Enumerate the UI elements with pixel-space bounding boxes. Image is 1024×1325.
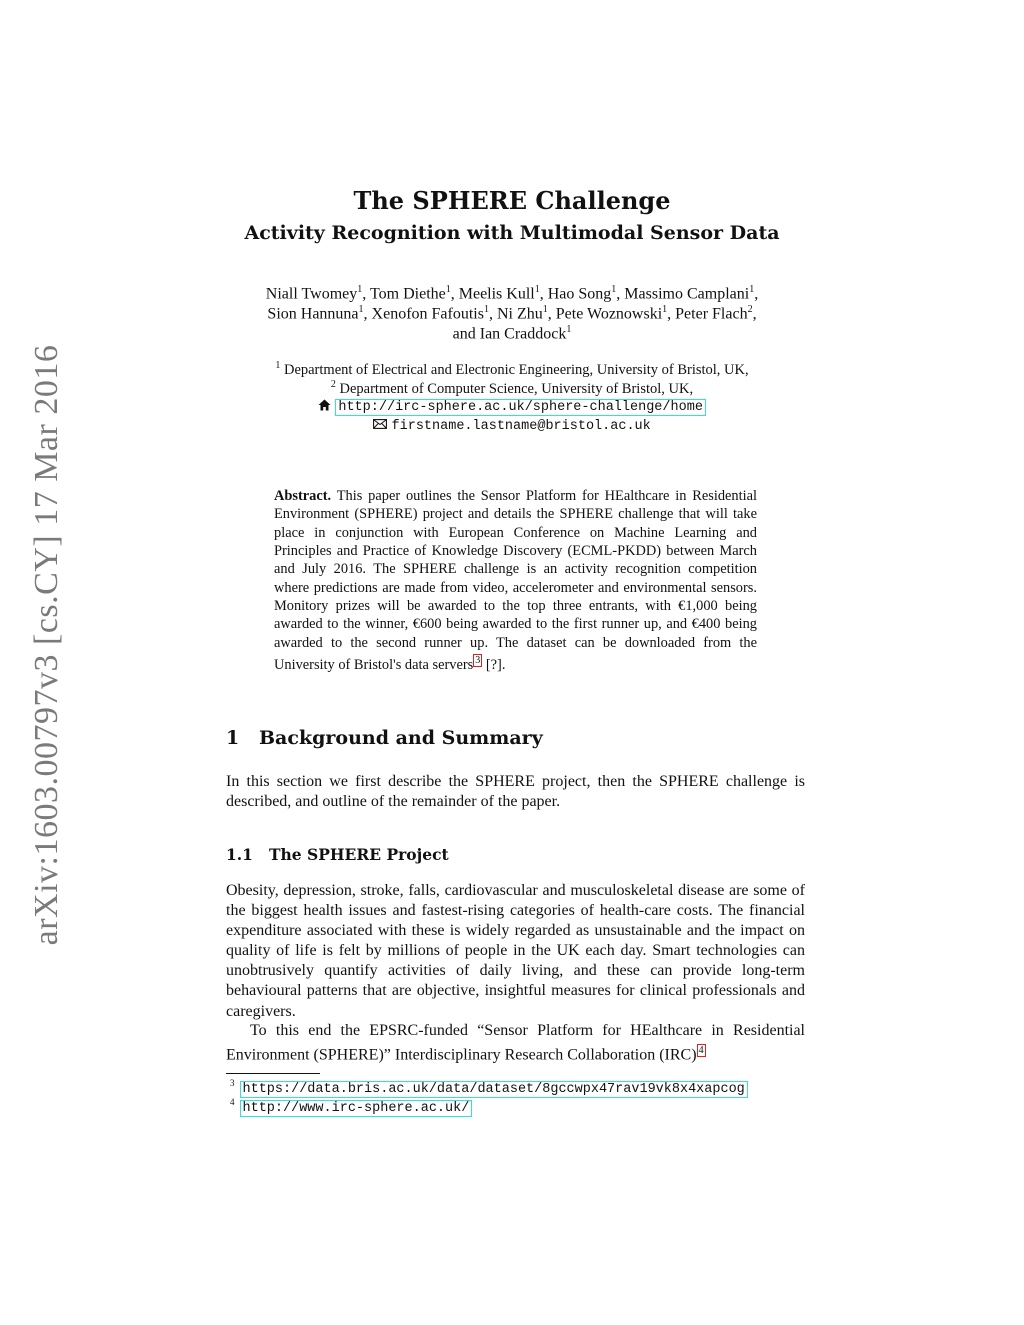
author: Pete Woznowski <box>555 305 663 323</box>
affiliation-mark: 1 <box>534 284 540 295</box>
affiliation-mark: 1 <box>566 324 572 335</box>
paper-title: The SPHERE Challenge <box>353 186 671 215</box>
author: Sion Hannuna <box>267 305 359 323</box>
affiliation-mark: 1 <box>483 304 489 315</box>
abstract-label: Abstract. <box>274 488 332 504</box>
affiliation-mark: 1 <box>542 304 548 315</box>
envelope-icon <box>373 419 387 429</box>
subsection-number: 1.1 <box>226 845 253 864</box>
affiliation-text: Department of Electrical and Electronic Engineering, University of Bristol, UK, <box>283 361 749 378</box>
footnote-ref-link[interactable]: 3 <box>475 655 481 667</box>
affiliation-1 <box>0 360 1024 379</box>
footnote-link[interactable]: https://data.bris.ac.uk/data/dataset/8gccwpx47rav19vk8x4xapcog <box>240 1081 748 1098</box>
paper-subtitle: Activity Recognition with Multimodal Sensor Data <box>244 222 780 244</box>
author: Ian Craddock <box>479 325 567 343</box>
email-address[interactable]: firstname.lastname@bristol.ac.uk <box>391 419 651 434</box>
author: Hao Song <box>547 285 612 303</box>
abstract <box>274 487 757 674</box>
author-list-line-2: Sion Hannuna$^1$, Xenofon Fafoutis$^1$, Ni Zhu$^1$, Pete Woznowski$^1$, Peter Flach$^2$, <box>267 304 757 323</box>
affiliation-mark: 2 <box>747 304 753 315</box>
footnote-mark: 4 <box>230 1097 235 1107</box>
author-list-line-1: Niall Twomey$^1$, Tom Diethe$^1$, Meelis Kull$^1$, Hao Song$^1$, Massimo Camplani$^1$, <box>265 284 759 303</box>
author: Niall Twomey <box>265 285 358 303</box>
section-number: 1 <box>226 727 240 749</box>
footnote-mark: 3 <box>230 1078 235 1088</box>
website-link[interactable]: http://irc-sphere.ac.uk/sphere-challenge/home <box>335 399 706 416</box>
affiliation-mark: 1 <box>662 304 668 315</box>
abstract-text: This paper outlines the Sensor Platform for HEalthcare in Residential Environment (SPHERE) project and details the SPHERE challenge that will take place in conjunction with European Conference on Machine Learning and Principles and Practice of Knowledge Discovery (ECML-PKDD) between March and July 2016. The SPHERE challenge is an activity recognition competition where predictions are made from video, accelerometer and environmental sensors. Monitory prizes will be awarded to the top three entrants, with €1,000 being awarded to the winner, €600 being awarded to the first runner up, and €400 being awarded to the second runner up. The dataset can be downloaded from the University of Bristol's data servers <box>274 488 757 673</box>
email-line <box>0 417 1024 434</box>
subsection-title: The SPHERE Project <box>269 845 449 864</box>
footnote-ref-link[interactable]: 4 <box>698 1045 704 1057</box>
author-joiner: and <box>452 325 476 343</box>
subsection-heading <box>226 845 449 864</box>
footnote <box>230 1078 748 1097</box>
affiliation-mark: 1 <box>749 284 755 295</box>
author: Peter Flach <box>675 305 748 323</box>
affiliation-mark: 2 <box>330 379 336 390</box>
footnote <box>230 1097 472 1116</box>
affiliation-mark: 1 <box>357 284 363 295</box>
affiliation-mark: 1 <box>275 360 281 371</box>
home-icon <box>318 399 331 411</box>
arxiv-identifier: arXiv:1603.00797v3 [cs.CY] 17 Mar 2016 <box>28 344 65 946</box>
affiliation-mark: 1 <box>445 284 451 295</box>
author-list-line-3 <box>0 324 1024 343</box>
author: Ni Zhu <box>496 305 543 323</box>
website-line <box>0 398 1024 415</box>
author: Meelis Kull <box>458 285 535 303</box>
section-intro-paragraph: In this section we first describe the SPHERE project, then the SPHERE challenge is described, and outline of the remainder of the paper. <box>226 773 805 811</box>
affiliation-mark: 1 <box>358 304 364 315</box>
citation[interactable]: [?]. <box>485 656 506 673</box>
section-title: Background and Summary <box>259 727 543 749</box>
body-paragraph: Obesity, depression, stroke, falls, cardiovascular and musculoskeletal disease are some of the biggest health issues and fastest-rising categories of health-care costs. The financial expenditure associated with these is widely regarded as unsustainable and the impact on quality of life is felt by millions of people in the UK each day. Smart technologies can unobtrusively quantify activities of daily living, and these can provide long-term behavioural patterns that are objective, insightful measures for clinical professionals and caregivers. <box>226 882 805 1020</box>
section-heading <box>226 727 543 749</box>
body-text: To this end the EPSRC-funded “Sensor Platform for HEalthcare in Residential Environment (SPHERE)” Interdisciplinary Research Collaboration (IRC) <box>226 1022 805 1064</box>
footnote-divider <box>226 1073 320 1074</box>
author: Xenofon Fafoutis <box>371 305 484 323</box>
affiliation-mark: 1 <box>611 284 617 295</box>
affiliation-2 <box>0 379 1024 398</box>
author: Tom Diethe <box>369 285 446 303</box>
body-paragraph <box>226 1021 805 1066</box>
affiliation-text: Department of Computer Science, University of Bristol, UK, <box>339 380 694 397</box>
footnote-link[interactable]: http://www.irc-sphere.ac.uk/ <box>240 1100 473 1117</box>
author: Massimo Camplani <box>624 285 750 303</box>
